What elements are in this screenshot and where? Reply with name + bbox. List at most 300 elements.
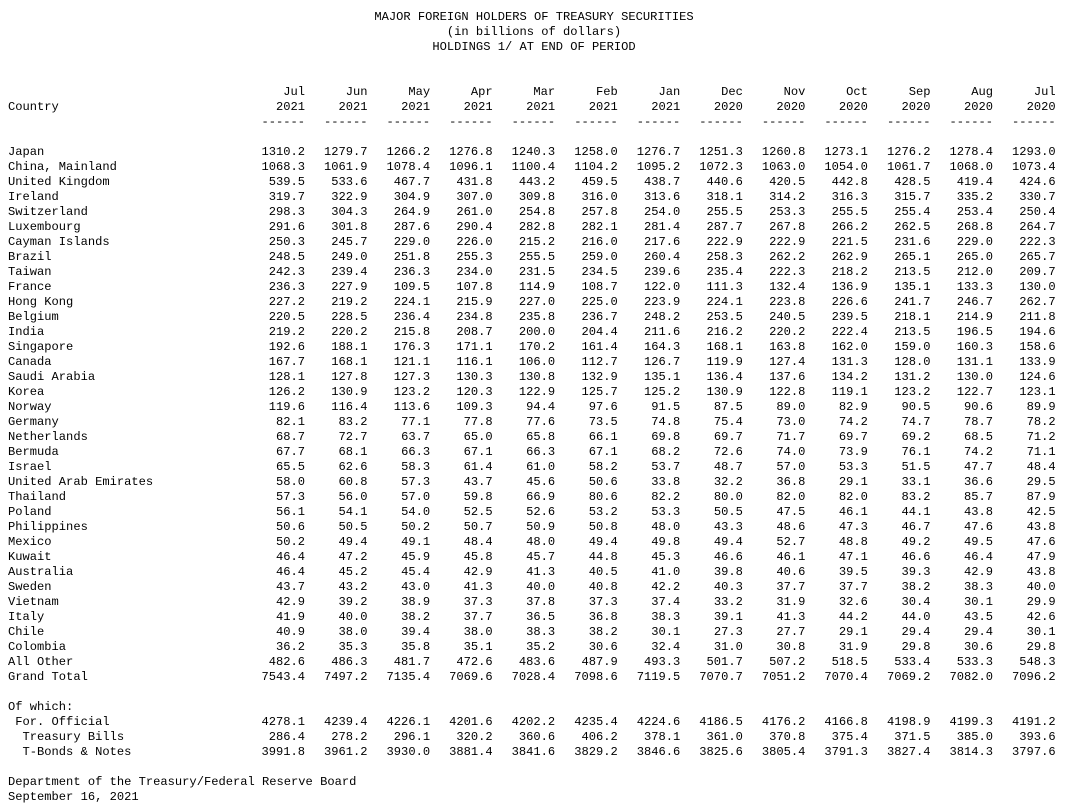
holding-value: 50.2 bbox=[275, 535, 305, 549]
holding-value: 239.5 bbox=[831, 310, 868, 324]
holding-value: 71.1 bbox=[1026, 445, 1056, 459]
country-name: China, Mainland bbox=[8, 160, 117, 174]
holding-value: 128.1 bbox=[268, 370, 305, 384]
header-year-row bbox=[8, 100, 1060, 115]
holdings-table-body bbox=[8, 145, 1060, 685]
holding-value: 109.5 bbox=[393, 280, 431, 294]
country-name: Luxembourg bbox=[8, 220, 81, 234]
holding-value: 51.5 bbox=[901, 460, 931, 474]
holding-value: 42.9 bbox=[463, 565, 493, 579]
holding-value: 57.0 bbox=[401, 490, 431, 504]
holding-value: 29.4 bbox=[964, 625, 994, 639]
holding-value: 48.7 bbox=[713, 460, 743, 474]
holding-value: 68.7 bbox=[275, 430, 305, 444]
holding-value: 32.2 bbox=[713, 475, 743, 489]
holding-value: 7028.4 bbox=[511, 670, 556, 684]
holding-value: 38.9 bbox=[401, 595, 431, 609]
holding-value: 29.1 bbox=[838, 475, 868, 489]
holding-value: 46.4 bbox=[275, 550, 305, 564]
table-row bbox=[8, 445, 1060, 460]
holding-value: 253.5 bbox=[706, 310, 743, 324]
holding-value: 31.0 bbox=[713, 640, 743, 654]
holding-value: 7051.2 bbox=[761, 670, 806, 684]
holding-value: 131.2 bbox=[894, 370, 931, 384]
holding-value: 60.8 bbox=[338, 475, 368, 489]
holding-value: 47.7 bbox=[964, 460, 994, 474]
table-row bbox=[8, 190, 1060, 205]
holding-value: 420.5 bbox=[769, 175, 806, 189]
holding-value: 38.3 bbox=[651, 610, 681, 624]
table-row bbox=[8, 625, 1060, 640]
country-name: Cayman Islands bbox=[8, 235, 110, 249]
country-name: Canada bbox=[8, 355, 52, 369]
holding-value: 225.0 bbox=[581, 295, 618, 309]
holding-value: 127.3 bbox=[393, 370, 431, 384]
holding-value: 73.9 bbox=[838, 445, 868, 459]
holding-value: 266.2 bbox=[831, 220, 868, 234]
holding-value: 40.3 bbox=[713, 580, 743, 594]
holding-value: 3930.0 bbox=[386, 745, 431, 759]
holding-value: 3991.8 bbox=[261, 745, 305, 759]
holding-value: 240.5 bbox=[769, 310, 806, 324]
holding-value: 234.5 bbox=[581, 265, 618, 279]
holding-value: 7096.2 bbox=[1012, 670, 1056, 684]
holding-value: 67.1 bbox=[588, 445, 618, 459]
table-row bbox=[8, 595, 1060, 610]
holding-value: 59.8 bbox=[463, 490, 493, 504]
holding-value: 94.4 bbox=[526, 400, 556, 414]
holding-value: 43.5 bbox=[964, 610, 994, 624]
column-month-header: Jul bbox=[283, 85, 305, 99]
holding-value: 254.0 bbox=[644, 205, 681, 219]
holding-value: 1054.0 bbox=[824, 160, 868, 174]
period-note: HOLDINGS 1/ AT END OF PERIOD bbox=[432, 40, 636, 54]
holding-value: 43.8 bbox=[964, 505, 994, 519]
holding-value: 4198.9 bbox=[886, 715, 931, 729]
holding-value: 125.2 bbox=[644, 385, 681, 399]
holding-value: 259.0 bbox=[581, 250, 618, 264]
table-row bbox=[8, 715, 1060, 730]
holding-value: 40.0 bbox=[338, 610, 368, 624]
holding-value: 39.3 bbox=[901, 565, 931, 579]
column-year-header: 2020 bbox=[713, 100, 743, 114]
holding-value: 82.2 bbox=[651, 490, 681, 504]
holding-value: 40.6 bbox=[776, 565, 806, 579]
holding-value: 130.3 bbox=[456, 370, 493, 384]
country-name: United Kingdom bbox=[8, 175, 110, 189]
holding-value: 443.2 bbox=[518, 175, 556, 189]
holding-value: 123.1 bbox=[1019, 385, 1056, 399]
holding-value: 3841.6 bbox=[511, 745, 556, 759]
holding-value: 76.1 bbox=[901, 445, 931, 459]
table-row bbox=[8, 610, 1060, 625]
column-month-header: Apr bbox=[470, 85, 493, 99]
holding-value: 501.7 bbox=[706, 655, 743, 669]
holding-value: 80.0 bbox=[713, 490, 743, 504]
holding-value: 74.2 bbox=[964, 445, 994, 459]
holding-value: 48.0 bbox=[651, 520, 681, 534]
holding-value: 90.5 bbox=[901, 400, 931, 414]
holding-value: 85.7 bbox=[964, 490, 994, 504]
table-row bbox=[8, 670, 1060, 685]
country-name: All Other bbox=[8, 655, 74, 669]
holding-value: 80.6 bbox=[588, 490, 618, 504]
report-subtitle: (in billions of dollars) bbox=[446, 25, 622, 39]
holding-value: 33.1 bbox=[901, 475, 931, 489]
holding-value: 71.2 bbox=[1026, 430, 1056, 444]
country-name: Hong Kong bbox=[8, 295, 74, 309]
holding-value: 1276.7 bbox=[636, 145, 681, 159]
holding-value: 1068.0 bbox=[949, 160, 994, 174]
holding-value: 53.3 bbox=[651, 505, 681, 519]
holding-value: 219.2 bbox=[268, 325, 305, 339]
column-month-header: Jan bbox=[658, 85, 681, 99]
holding-value: 109.3 bbox=[456, 400, 493, 414]
holding-value: 1100.4 bbox=[511, 160, 556, 174]
holding-value: 4235.4 bbox=[574, 715, 618, 729]
table-row bbox=[8, 370, 1060, 385]
holding-value: 49.4 bbox=[713, 535, 743, 549]
holding-value: 131.1 bbox=[956, 355, 994, 369]
holding-value: 255.3 bbox=[456, 250, 493, 264]
country-name: United Arab Emirates bbox=[8, 475, 154, 489]
holding-value: 4239.4 bbox=[324, 715, 368, 729]
holding-value: 49.1 bbox=[401, 535, 431, 549]
holding-value: 29.8 bbox=[1026, 640, 1056, 654]
holding-value: 222.3 bbox=[1019, 235, 1056, 249]
column-separator: ------ bbox=[761, 115, 806, 129]
holding-value: 46.4 bbox=[275, 565, 305, 579]
holding-value: 54.1 bbox=[338, 505, 368, 519]
holding-value: 281.4 bbox=[644, 220, 681, 234]
country-name: Israel bbox=[8, 460, 52, 474]
holding-value: 89.9 bbox=[1026, 400, 1056, 414]
holding-value: 253.4 bbox=[956, 205, 994, 219]
holding-value: 314.2 bbox=[769, 190, 806, 204]
holding-value: 123.2 bbox=[894, 385, 931, 399]
holding-value: 375.4 bbox=[831, 730, 868, 744]
holding-value: 248.5 bbox=[268, 250, 305, 264]
holding-value: 227.2 bbox=[268, 295, 305, 309]
column-month-header: Feb bbox=[595, 85, 618, 99]
holding-value: 4201.6 bbox=[449, 715, 493, 729]
holding-value: 53.2 bbox=[588, 505, 618, 519]
holding-value: 56.1 bbox=[275, 505, 305, 519]
holding-value: 224.1 bbox=[393, 295, 431, 309]
of-which-row bbox=[8, 700, 1060, 715]
holding-value: 255.4 bbox=[894, 205, 931, 219]
column-month-header: Mar bbox=[533, 85, 556, 99]
holding-value: 161.4 bbox=[581, 340, 618, 354]
holding-value: 38.2 bbox=[401, 610, 431, 624]
holding-value: 1310.2 bbox=[261, 145, 305, 159]
holding-value: 222.9 bbox=[769, 235, 806, 249]
holding-value: 66.3 bbox=[401, 445, 431, 459]
column-year-header: 2021 bbox=[463, 100, 493, 114]
holding-value: 265.0 bbox=[956, 250, 994, 264]
holding-value: 220.2 bbox=[769, 325, 806, 339]
holding-value: 507.2 bbox=[769, 655, 806, 669]
holding-value: 1260.8 bbox=[761, 145, 806, 159]
table-row bbox=[8, 430, 1060, 445]
holding-value: 48.6 bbox=[776, 520, 806, 534]
holding-value: 4278.1 bbox=[261, 715, 305, 729]
holding-value: 335.2 bbox=[956, 190, 994, 204]
column-year-header: 2021 bbox=[588, 100, 618, 114]
holding-value: 7070.7 bbox=[699, 670, 743, 684]
holding-value: 72.7 bbox=[338, 430, 368, 444]
holding-value: 330.7 bbox=[1019, 190, 1056, 204]
holding-value: 97.6 bbox=[588, 400, 618, 414]
holding-value: 318.1 bbox=[706, 190, 743, 204]
holding-value: 37.3 bbox=[463, 595, 493, 609]
holding-value: 38.2 bbox=[588, 625, 618, 639]
holding-value: 27.7 bbox=[776, 625, 806, 639]
holding-value: 213.5 bbox=[894, 325, 931, 339]
holding-value: 136.4 bbox=[706, 370, 743, 384]
holding-value: 91.5 bbox=[651, 400, 681, 414]
table-row bbox=[8, 655, 1060, 670]
holding-value: 267.8 bbox=[769, 220, 806, 234]
holding-value: 264.9 bbox=[393, 205, 431, 219]
holding-value: 231.5 bbox=[518, 265, 556, 279]
holding-value: 255.5 bbox=[831, 205, 868, 219]
holding-value: 290.4 bbox=[456, 220, 493, 234]
holding-value: 65.0 bbox=[463, 430, 493, 444]
holding-value: 539.5 bbox=[268, 175, 305, 189]
holding-value: 194.6 bbox=[1019, 325, 1056, 339]
table-row bbox=[8, 460, 1060, 475]
holding-value: 265.7 bbox=[1019, 250, 1056, 264]
holding-value: 87.5 bbox=[713, 400, 743, 414]
holding-value: 440.6 bbox=[706, 175, 743, 189]
holding-value: 35.1 bbox=[463, 640, 493, 654]
holding-value: 162.0 bbox=[831, 340, 868, 354]
holding-value: 48.4 bbox=[463, 535, 493, 549]
holding-value: 38.0 bbox=[463, 625, 493, 639]
holding-value: 208.7 bbox=[456, 325, 493, 339]
holding-value: 53.3 bbox=[838, 460, 868, 474]
holding-value: 32.4 bbox=[651, 640, 681, 654]
holding-value: 315.7 bbox=[894, 190, 931, 204]
holding-value: 287.6 bbox=[393, 220, 431, 234]
table-row bbox=[8, 235, 1060, 250]
holding-value: 74.8 bbox=[651, 415, 681, 429]
column-month-header: Oct bbox=[846, 85, 868, 99]
holding-value: 38.2 bbox=[901, 580, 931, 594]
column-separator: ------ bbox=[324, 115, 368, 129]
country-name: Italy bbox=[8, 610, 45, 624]
holding-value: 45.4 bbox=[401, 565, 431, 579]
column-separator: ------ bbox=[449, 115, 493, 129]
holding-value: 1266.2 bbox=[386, 145, 431, 159]
holding-value: 52.7 bbox=[776, 535, 806, 549]
holding-value: 251.8 bbox=[393, 250, 431, 264]
holding-value: 3791.3 bbox=[824, 745, 868, 759]
holding-value: 45.9 bbox=[401, 550, 431, 564]
holding-value: 48.4 bbox=[1026, 460, 1056, 474]
holding-value: 68.2 bbox=[651, 445, 681, 459]
holding-value: 133.9 bbox=[1019, 355, 1056, 369]
column-year-header: 2021 bbox=[275, 100, 305, 114]
holding-value: 39.4 bbox=[401, 625, 431, 639]
holding-value: 192.6 bbox=[268, 340, 305, 354]
holding-value: 69.8 bbox=[651, 430, 681, 444]
holding-value: 39.2 bbox=[338, 595, 368, 609]
holding-value: 262.5 bbox=[894, 220, 931, 234]
holding-value: 47.9 bbox=[1026, 550, 1056, 564]
holding-value: 4191.2 bbox=[1012, 715, 1056, 729]
table-row bbox=[8, 415, 1060, 430]
holding-value: 1251.3 bbox=[699, 145, 743, 159]
table-row bbox=[8, 250, 1060, 265]
holding-value: 196.5 bbox=[956, 325, 994, 339]
column-separator: ------ bbox=[636, 115, 681, 129]
country-name: Taiwan bbox=[8, 265, 52, 279]
holding-value: 134.2 bbox=[831, 370, 868, 384]
holding-value: 245.7 bbox=[331, 235, 368, 249]
table-row bbox=[8, 265, 1060, 280]
holding-value: 163.8 bbox=[769, 340, 806, 354]
holding-value: 69.7 bbox=[713, 430, 743, 444]
holding-value: 223.8 bbox=[769, 295, 806, 309]
holding-value: 69.7 bbox=[838, 430, 868, 444]
country-name: Mexico bbox=[8, 535, 52, 549]
footer-date: September 16, 2021 bbox=[8, 790, 139, 804]
holding-value: 130.0 bbox=[1019, 280, 1056, 294]
holding-value: 121.1 bbox=[393, 355, 431, 369]
holding-value: 136.9 bbox=[831, 280, 868, 294]
country-name: Germany bbox=[8, 415, 59, 429]
holding-value: 131.3 bbox=[831, 355, 868, 369]
column-year-header: 2020 bbox=[1026, 100, 1056, 114]
country-name: Treasury Bills bbox=[8, 730, 125, 744]
country-name: Vietnam bbox=[8, 595, 59, 609]
holding-value: 213.5 bbox=[894, 265, 931, 279]
country-name: For. Official bbox=[8, 715, 110, 729]
holding-value: 48.8 bbox=[838, 535, 868, 549]
holding-value: 236.7 bbox=[581, 310, 618, 324]
holding-value: 77.6 bbox=[526, 415, 556, 429]
holding-value: 58.2 bbox=[588, 460, 618, 474]
holding-value: 69.2 bbox=[901, 430, 931, 444]
holding-value: 57.3 bbox=[275, 490, 305, 504]
holding-value: 130.9 bbox=[706, 385, 743, 399]
column-year-header: 2021 bbox=[338, 100, 368, 114]
table-row bbox=[8, 145, 1060, 160]
holding-value: 250.3 bbox=[268, 235, 305, 249]
holding-value: 52.6 bbox=[526, 505, 556, 519]
holding-value: 1293.0 bbox=[1012, 145, 1056, 159]
holding-value: 116.4 bbox=[331, 400, 368, 414]
table-row bbox=[8, 220, 1060, 235]
holding-value: 47.2 bbox=[338, 550, 368, 564]
table-row bbox=[8, 745, 1060, 760]
country-name: Netherlands bbox=[8, 430, 88, 444]
holding-value: 262.2 bbox=[769, 250, 806, 264]
holding-value: 3961.2 bbox=[324, 745, 368, 759]
holding-value: 220.5 bbox=[268, 310, 305, 324]
holding-value: 298.3 bbox=[268, 205, 305, 219]
column-separator: ------ bbox=[886, 115, 931, 129]
holding-value: 53.7 bbox=[651, 460, 681, 474]
holding-value: 164.3 bbox=[644, 340, 681, 354]
header-separator-row bbox=[8, 115, 1060, 130]
table-row bbox=[8, 325, 1060, 340]
holding-value: 62.6 bbox=[338, 460, 368, 474]
holding-value: 42.6 bbox=[1026, 610, 1056, 624]
column-year-header: 2020 bbox=[901, 100, 931, 114]
holding-value: 218.1 bbox=[894, 310, 931, 324]
holding-value: 68.1 bbox=[338, 445, 368, 459]
holding-value: 43.2 bbox=[338, 580, 368, 594]
column-year-header: 2021 bbox=[651, 100, 681, 114]
holding-value: 122.0 bbox=[644, 280, 681, 294]
holding-value: 132.9 bbox=[581, 370, 618, 384]
holding-value: 200.0 bbox=[518, 325, 556, 339]
column-separator: ------ bbox=[949, 115, 994, 129]
holding-value: 1068.3 bbox=[261, 160, 305, 174]
holding-value: 158.6 bbox=[1019, 340, 1056, 354]
holding-value: 89.0 bbox=[776, 400, 806, 414]
holding-value: 393.6 bbox=[1019, 730, 1056, 744]
holding-value: 127.4 bbox=[769, 355, 806, 369]
holding-value: 54.0 bbox=[401, 505, 431, 519]
holding-value: 322.9 bbox=[331, 190, 368, 204]
country-name: Poland bbox=[8, 505, 52, 519]
table-row bbox=[8, 355, 1060, 370]
holding-value: 3825.6 bbox=[699, 745, 743, 759]
holding-value: 130.9 bbox=[331, 385, 368, 399]
holding-value: 68.5 bbox=[964, 430, 994, 444]
holding-value: 438.7 bbox=[644, 175, 681, 189]
table-row bbox=[8, 340, 1060, 355]
holding-value: 370.8 bbox=[769, 730, 806, 744]
holding-value: 313.6 bbox=[644, 190, 681, 204]
holding-value: 406.2 bbox=[581, 730, 618, 744]
table-row bbox=[8, 565, 1060, 580]
holding-value: 7070.4 bbox=[824, 670, 868, 684]
holding-value: 226.6 bbox=[831, 295, 868, 309]
column-separator: ------ bbox=[699, 115, 743, 129]
table-row bbox=[8, 730, 1060, 745]
holding-value: 1278.4 bbox=[949, 145, 994, 159]
country-name: Korea bbox=[8, 385, 45, 399]
holding-value: 50.6 bbox=[588, 475, 618, 489]
holding-value: 1061.7 bbox=[886, 160, 931, 174]
holding-value: 41.0 bbox=[651, 565, 681, 579]
holding-value: 49.4 bbox=[588, 535, 618, 549]
holding-value: 45.8 bbox=[463, 550, 493, 564]
holding-value: 39.1 bbox=[713, 610, 743, 624]
holding-value: 46.6 bbox=[901, 550, 931, 564]
holding-value: 1258.0 bbox=[574, 145, 618, 159]
of-which-table-body bbox=[8, 715, 1060, 760]
holding-value: 1072.3 bbox=[699, 160, 743, 174]
holding-value: 40.9 bbox=[275, 625, 305, 639]
holding-value: 29.5 bbox=[1026, 475, 1056, 489]
holding-value: 82.1 bbox=[275, 415, 305, 429]
holding-value: 37.4 bbox=[651, 595, 681, 609]
holding-value: 36.5 bbox=[526, 610, 556, 624]
holding-value: 46.1 bbox=[838, 505, 868, 519]
holding-value: 282.8 bbox=[518, 220, 556, 234]
holding-value: 3827.4 bbox=[886, 745, 931, 759]
holding-value: 188.1 bbox=[331, 340, 368, 354]
holding-value: 255.5 bbox=[706, 205, 743, 219]
table-row bbox=[8, 280, 1060, 295]
column-separator: ------ bbox=[386, 115, 431, 129]
